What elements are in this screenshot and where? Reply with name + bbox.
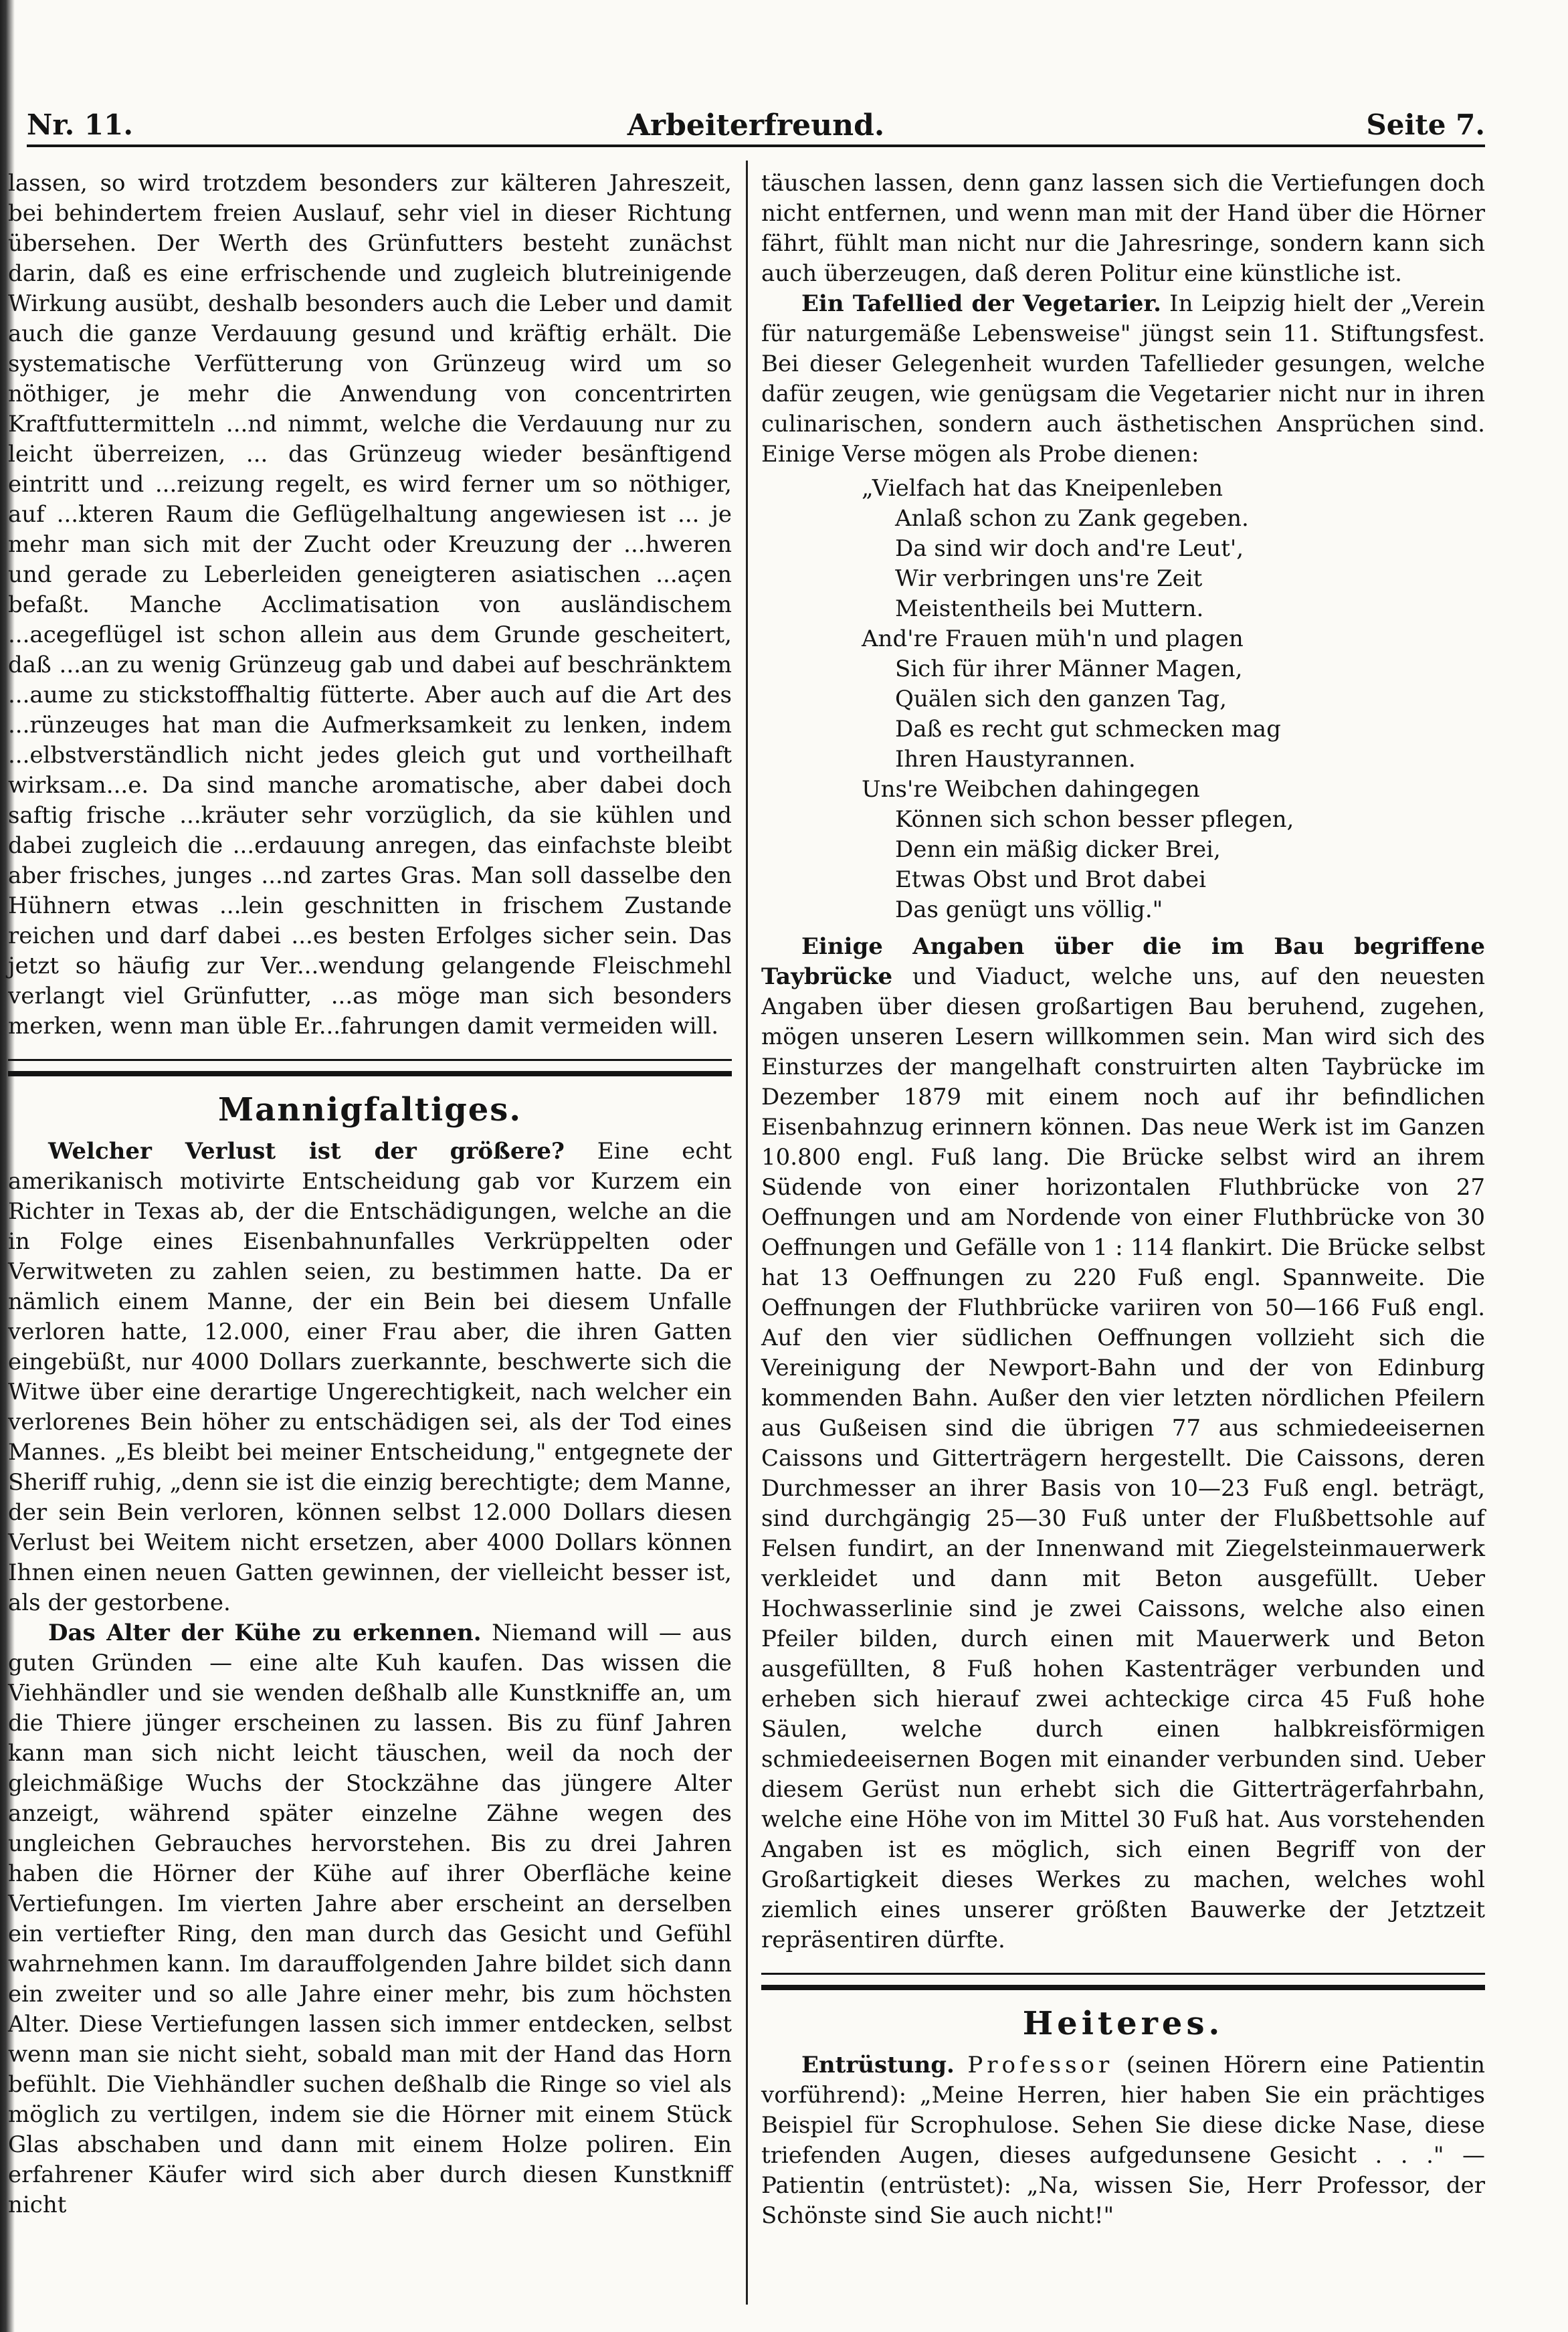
- poem-line: Da sind wir doch and're Leut',: [895, 535, 1244, 562]
- section-divider: [8, 1059, 732, 1076]
- article-entruestung: [761, 2050, 1485, 2231]
- article-title: Entrüstung.: [801, 2052, 955, 2078]
- article-tafellied: [761, 289, 1485, 470]
- article-taybruecke: [761, 932, 1485, 1955]
- poem-line: Ihren Haustyrannen.: [895, 746, 1136, 773]
- poem-line: Quälen sich den ganzen Tag,: [895, 686, 1227, 712]
- poem-line: Meistentheils bei Muttern.: [895, 595, 1204, 622]
- continued-article-text: täuschen lassen, denn ganz lassen sich die Vertiefungen doch nicht entfernen, und wenn man mit der Hand über die Hörner fährt, fühlt man nicht nur die Jahresringe, sondern kann sich auch überzeugen, daß deren Politur eine künstliche ist.: [761, 170, 1485, 287]
- left-column: [8, 169, 732, 2220]
- poem-line: Etwas Obst und Brot dabei: [895, 866, 1207, 893]
- article-body: Eine echt amerikanisch motivirte Entscheidung gab vor Kurzem ein Richter in Texas ab, der die Entschädigungen, welche an die in Folge eines Eisenbahnunfalles Verkrüppelten oder Verwitweten zu zahlen seien, zu bestimmen hatte. Da er nämlich einem Manne, der ein Bein bei diesem Unfalle verloren hatte, 12.000, einer Frau aber, die ihren Gatten eingebüßt, nur 4000 Dollars zuerkannte, beschwerte sich die Witwe über eine derartige Ungerechtigkeit, nach welcher ein verlorenes Bein höher zu entschädigen sei, als der Tod eines Mannes. „Es bleibt bei meiner Entscheidung," entgegnete der Sheriff ruhig, „denn sie ist die einzig berechtigte; dem Manne, der sein Bein verloren, können selbst 12.000 Dollars diesen Verlust bei Weitem nicht ersetzen, aber 4000 Dollars können Ihnen einen neuen Gatten gewinnen, der vielleicht besser ist, als der gestorbene.: [8, 1138, 732, 1616]
- poem-line: Wir verbringen uns're Zeit: [895, 565, 1203, 592]
- poem-line: „Vielfach hat das Kneipenleben: [862, 475, 1223, 502]
- section-divider: [761, 1973, 1485, 1990]
- column-divider: [746, 161, 748, 2305]
- article-title: Welcher Verlust ist der größere?: [48, 1138, 565, 1165]
- newspaper-title: Arbeiterfreund.: [627, 108, 885, 142]
- continued-article-text: lassen, so wird trotzdem besonders zur kälteren Jahreszeit, bei behindertem freien Auslauf, sehr viel in dieser Richtung übersehen. Der Werth des Grünfutters besteht zunächst darin, daß es eine erfrischende und zugleich blutreinigende Wirkung ausübt, deshalb besonders auch die Leber und damit auch die ganze Verdauung gesund und kräftig erhält. Die systematische Verfütterung von Grünzeug wird um so nöthiger, je mehr die Anwendung von concentrirten Kraftfuttermitteln ...nd nimmt, welche die Verdauung nur zu leicht überreizen, ... das Grünzeug wieder besänftigend eintritt und ...reizung regelt, es wird ferner um so nöthiger, auf ...kteren Raum die Geflügelhaltung angewiesen ist ... je mehr man sich mit der Zucht oder Kreuzung der ...hweren und gerade zu Leberleiden geneigteren asiatischen ...açen befaßt. Manche Acclimatisation von ausländischem ...acegeflügel ist schon allein aus dem Grunde gescheitert, daß ...an zu wenig Grünzeug gab und dabei auf beschränktem ...aume zu stickstoffhaltig fütterte. Aber auch auf die Art des ...rünzeuges hat man die Aufmerksamkeit zu lenken, indem ...elbstverständlich nicht jedes gleich gut und vortheilhaft wirksam...e. Da sind manche aromatische, aber dabei doch saftig frische ...kräuter sehr vorzüglich, da sie kühlen und dabei zugleich die ...erdauung anregen, das einfachste bleibt aber frisches, junges ...nd zartes Gras. Man soll dasselbe den Hühnern etwas ...lein geschnitten in frischem Zustande reichen und darf dabei ...es besten Erfolges sicher sein. Das jetzt so häufig zur Ver...wendung gelangende Fleischmehl verlangt viel Grünfutter, ...as möge man sich besonders merken, wenn man üble Er...fahrungen damit vermeiden will.: [8, 170, 732, 1040]
- poem-line: Anlaß schon zu Zank gegeben.: [895, 505, 1249, 532]
- section-title-mannigfaltiges: Mannigfaltiges.: [217, 1091, 522, 1129]
- poem-line: Können sich schon besser pflegen,: [895, 806, 1294, 833]
- page-number: Seite 7.: [1366, 108, 1485, 141]
- poem-line: Uns're Weibchen dahingegen: [862, 776, 1200, 803]
- poem-line: And're Frauen müh'n und plagen: [862, 625, 1244, 652]
- poem-line: Sich für ihrer Männer Magen,: [895, 656, 1243, 682]
- issue-number: Nr. 11.: [27, 108, 133, 141]
- speaker-name: Professor: [967, 2052, 1114, 2078]
- header-rule: [27, 144, 1485, 147]
- article-alter-kuehe: [8, 1618, 732, 2220]
- poem-line: Das genügt uns völlig.": [895, 896, 1163, 923]
- article-body: (seinen Hörern eine Patientin vorführend): „Meine Herren, hier haben Sie ein prächtiges Beispiel für Scrophulose. Sehen Sie diese dicke Nase, diese triefenden Augen, dieses aufgedunsene Gesicht . . ." — Patientin (entrüstet): „Na, wissen Sie, Herr Professor, der Schönste sind Sie auch nicht!": [761, 2052, 1486, 2229]
- article-title: Einige Angaben über die im Bau begriffene Taybrücke: [761, 933, 1485, 990]
- article-title: Das Alter der Kühe zu erkennen.: [48, 1620, 482, 1646]
- article-body: und Viaduct, welche uns, auf den neuesten Angaben über diesen großartigen Bau beruhend, zugehen, mögen unseren Lesern willkommen sein. Man wird sich des Einsturzes der mangelhaft construirten alten Taybrücke im Dezember 1879 mit einem noch auf ihr befindlichen Eisenbahnzug erinnern können. Das neue Werk ist im Ganzen 10.800 engl. Fuß lang. Die Brücke selbst wird an ihrem Südende von einer horizontalen Fluthbrücke von 27 Oeffnungen und am Nordende von einer Fluthbrücke von 30 Oeffnungen und Gefälle von 1 : 114 flankirt. Die Brücke selbst hat 13 Oeffnungen zu 220 Fuß engl. Spannweite. Die Oeffnungen der Fluthbrücke variiren von 50—166 Fuß engl. Auf den vier südlichen Oeffnungen vollzieht sich die Vereinigung der Newport-Bahn und der von Edinburg kommenden Bahn. Außer den vier letzten nördlichen Pfeilern aus Gußeisen sind die übrigen 77 aus schmiedeeisernen Caissons und Gitterträgern hergestellt. Die Caissons, deren Durchmesser an ihrer Basis von 10—23 Fuß engl. beträgt, sind durchgängig 25—30 Fuß unter der Flußbettsohle auf Felsen fundirt, an der Innenwand mit Ziegelsteinmauerwerk verkleidet und dann mit Beton ausgefüllt. Ueber Hochwasserlinie sind je zwei Caissons, welche also einen Pfeiler bilden, durch einen mit Mauerwerk und Beton ausgefüllten, 8 Fuß hohen Kastenträger verbunden und erheben sich hierauf zwei achteckige circa 45 Fuß hohe Säulen, welche durch einen halbkreisförmigen schmiedeeisernen Bogen mit einander verbunden sind. Ueber diesem Gerüst nun erhebt sich die Gitterträgerfahrbahn, welche eine Höhe von im Mittel 30 Fuß hat. Aus vorstehenden Angaben ist es möglich, sich einen Begriff von der Großartigkeit dieses Werkes zu machen, welches wohl ziemlich eines unserer größten Bauwerke der Jetztzeit repräsentiren dürfte.: [761, 963, 1485, 1953]
- article-verlust: [8, 1137, 732, 1618]
- poem-line: Denn ein mäßig dicker Brei,: [895, 836, 1221, 863]
- article-title: Ein Tafellied der Vegetarier.: [801, 290, 1162, 317]
- right-column: [761, 169, 1485, 2231]
- poem: [761, 474, 1485, 925]
- article-body: Niemand will — aus guten Gründen — eine alte Kuh kaufen. Das wissen die Viehhändler und sie wenden deßhalb alle Kunstkniffe an, um die Thiere jünger erscheinen zu lassen. Bis zu fünf Jahren kann man sich nicht leicht täuschen, weil da noch der gleichmäßige Wuchs der Stockzähne das jüngere Alter anzeigt, während später einzelne Zähne wegen des ungleichen Gebrauches hervorstehen. Bis zu drei Jahren haben die Hörner der Kühe auf ihrer Oberfläche keine Vertiefungen. Im vierten Jahre aber erscheint an derselben ein vertiefter Ring, den man durch das Gesicht und Gefühl wahrnehmen kann. Im darauffolgenden Jahre bildet sich dann ein zweiter und so alle Jahre einer mehr, bis zum höchsten Alter. Diese Vertiefungen lassen sich immer entdecken, selbst wenn man sie nicht sieht, sobald man mit der Hand das Horn befühlt. Die Viehhändler suchen deßhalb die Ringe so viel als möglich zu vertilgen, indem sie die Hörner mit einem Stück Glas abschaben und dann mit einem Holze poliren. Ein erfahrener Käufer wird sich aber durch diesen Kunstkniff nicht: [8, 1620, 732, 2218]
- page-header: [27, 100, 1485, 147]
- poem-line: Daß es recht gut schmecken mag: [895, 716, 1281, 743]
- section-title-heiteres: Heiteres.: [1022, 2005, 1224, 2042]
- article-body: In Leipzig hielt der „Verein für naturgemäße Lebensweise" jüngst sein 11. Stiftungsfest. Bei dieser Gelegenheit wurden Tafellieder gesungen, welche dafür zeugen, wie genügsam die Vegetarier nicht nur in ihren culinarischen, sondern auch ästhetischen Ansprüchen sind. Einige Verse mögen als Probe dienen:: [761, 290, 1485, 468]
